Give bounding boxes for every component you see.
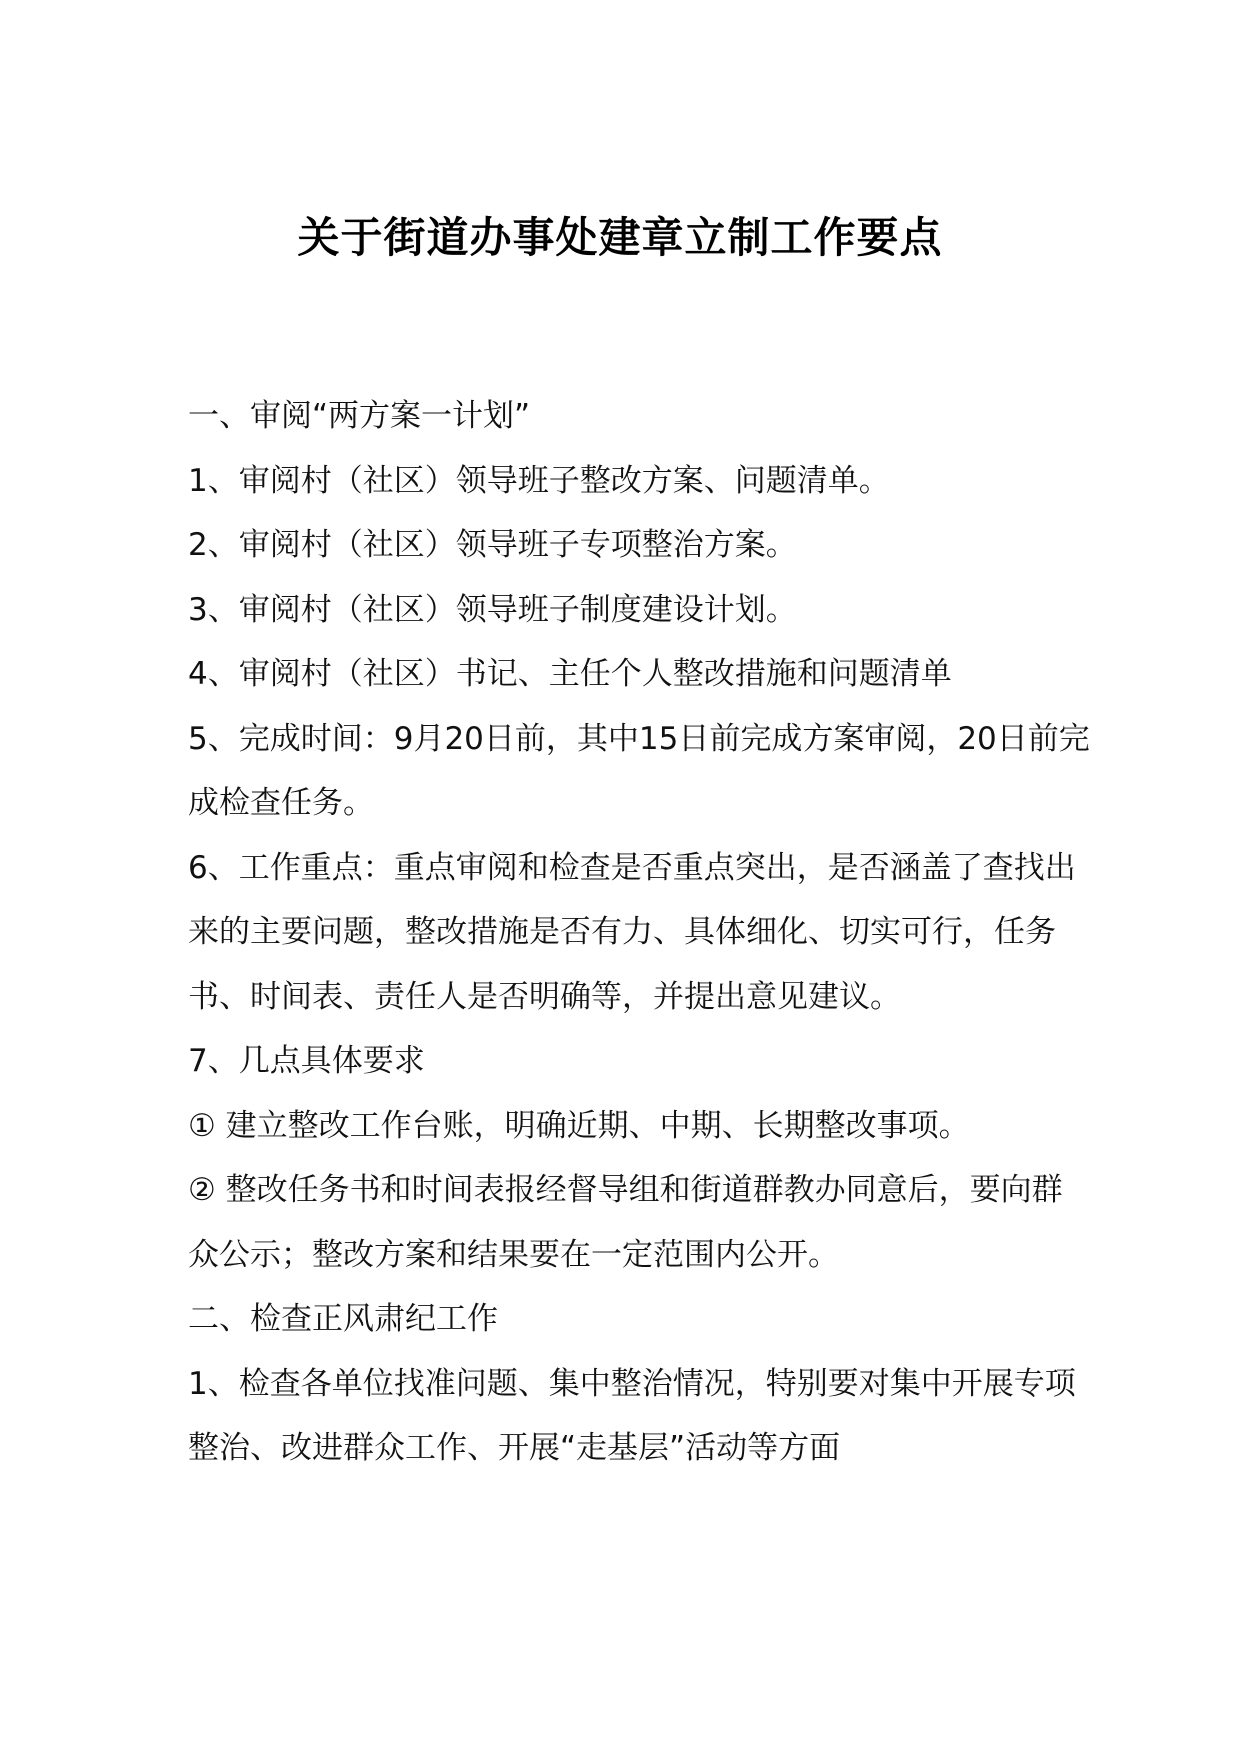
list-item: 1、检查各单位找准问题、集中整治情况，特别要对集中开展专项整治、改进群众工作、开展“走基层”活动等方面 xyxy=(188,1365,1076,1466)
list-item: 7、几点具体要求 xyxy=(188,1043,425,1079)
list-item: 6、工作重点：重点审阅和检查是否重点突出，是否涵盖了查找出来的主要问题，整改措施是否有力、具体细化、切实可行，任务书、时间表、责任人是否明确等，并提出意见建议。 xyxy=(188,849,1076,1015)
list-item: 5、完成时间：9月20日前，其中15日前完成方案审阅，20日前完成检查任务。 xyxy=(188,720,1090,821)
sub-list-item: ① 建立整改工作台账，明确近期、中期、长期整改事项。 xyxy=(188,1107,970,1144)
document-body xyxy=(188,384,1093,1481)
section-heading-2: 二、检查正风肃纪工作 xyxy=(188,1301,498,1337)
section-heading-1: 一、审阅“两方案一计划” xyxy=(188,398,531,434)
list-item: 4、审阅村（社区）书记、主任个人整改措施和问题清单 xyxy=(188,656,952,692)
sub-list-item: ② 整改任务书和时间表报经督导组和街道群教办同意后，要向群众公示；整改方案和结果要在一定范围内公开。 xyxy=(188,1172,1063,1273)
list-item: 3、审阅村（社区）领导班子制度建设计划。 xyxy=(188,591,797,628)
list-item: 1、审阅村（社区）领导班子整改方案、问题清单。 xyxy=(188,462,890,499)
document-title: 关于街道办事处建章立制工作要点 xyxy=(297,213,943,262)
list-item: 2、审阅村（社区）领导班子专项整治方案。 xyxy=(188,527,797,563)
